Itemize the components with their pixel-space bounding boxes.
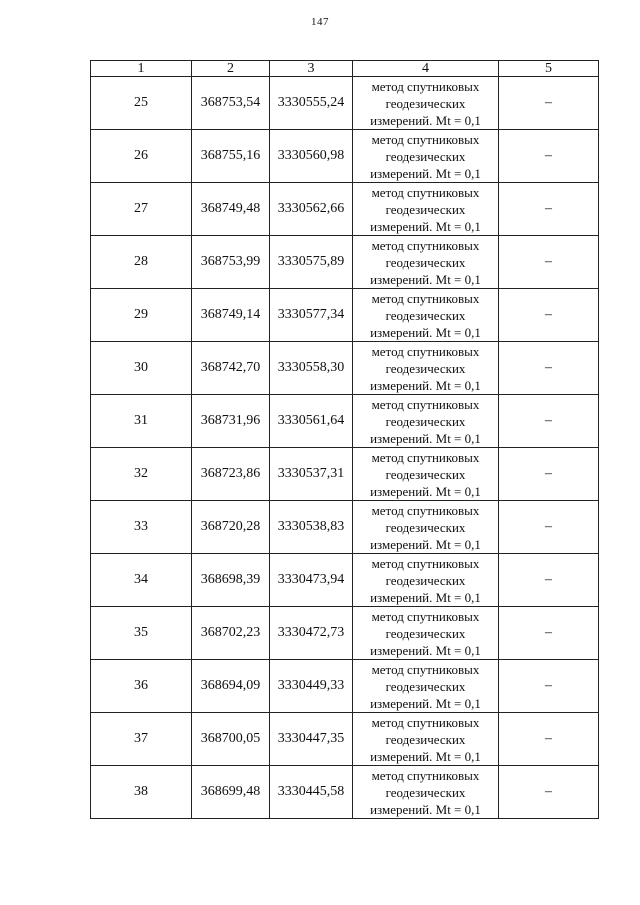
- method-line: измерений. Mt = 0,1: [370, 483, 481, 499]
- method-line: метод спутниковых: [371, 502, 480, 518]
- y-coordinate-cell: 3330538,83: [270, 501, 353, 554]
- table-row: [91, 183, 599, 236]
- table-row: [91, 289, 599, 342]
- x-coordinate-cell: 368699,48: [192, 766, 270, 819]
- header-col-4: 4: [353, 61, 499, 77]
- method-cell: [353, 607, 499, 660]
- method-line: измерений. Mt = 0,1: [370, 218, 481, 234]
- y-coordinate-cell: 3330473,94: [270, 554, 353, 607]
- method-line: геодезических: [385, 519, 466, 535]
- x-coordinate-cell: 368731,96: [192, 395, 270, 448]
- method-line: измерений. Mt = 0,1: [370, 271, 481, 287]
- method-line: метод спутниковых: [371, 343, 480, 359]
- note-cell: –: [499, 448, 599, 501]
- note-cell: –: [499, 501, 599, 554]
- x-coordinate-cell: 368698,39: [192, 554, 270, 607]
- method-cell: [353, 395, 499, 448]
- note-cell: –: [499, 395, 599, 448]
- note-cell: –: [499, 289, 599, 342]
- table-row: [91, 342, 599, 395]
- method-line: геодезических: [385, 466, 466, 482]
- y-coordinate-cell: 3330445,58: [270, 766, 353, 819]
- method-line: метод спутниковых: [371, 290, 480, 306]
- point-number-cell: 25: [91, 77, 192, 130]
- method-cell: [353, 713, 499, 766]
- y-coordinate-cell: 3330560,98: [270, 130, 353, 183]
- point-number-cell: 37: [91, 713, 192, 766]
- method-line: метод спутниковых: [371, 661, 480, 677]
- x-coordinate-cell: 368749,14: [192, 289, 270, 342]
- x-coordinate-cell: 368694,09: [192, 660, 270, 713]
- header-col-2: 2: [192, 61, 270, 77]
- method-line: геодезических: [385, 731, 466, 747]
- coordinates-table: [90, 60, 599, 819]
- point-number-cell: 34: [91, 554, 192, 607]
- method-line: метод спутниковых: [371, 237, 480, 253]
- point-number-cell: 32: [91, 448, 192, 501]
- y-coordinate-cell: 3330555,24: [270, 77, 353, 130]
- method-line: измерений. Mt = 0,1: [370, 324, 481, 340]
- table-header: [91, 61, 599, 77]
- note-cell: –: [499, 660, 599, 713]
- x-coordinate-cell: 368723,86: [192, 448, 270, 501]
- method-line: метод спутниковых: [371, 78, 480, 94]
- note-cell: –: [499, 342, 599, 395]
- method-line: геодезических: [385, 307, 466, 323]
- method-line: метод спутниковых: [371, 449, 480, 465]
- method-line: измерений. Mt = 0,1: [370, 695, 481, 711]
- method-line: измерений. Mt = 0,1: [370, 377, 481, 393]
- header-col-5: 5: [499, 61, 599, 77]
- note-cell: –: [499, 236, 599, 289]
- method-line: метод спутниковых: [371, 714, 480, 730]
- y-coordinate-cell: 3330575,89: [270, 236, 353, 289]
- method-line: геодезических: [385, 678, 466, 694]
- point-number-cell: 27: [91, 183, 192, 236]
- method-line: геодезических: [385, 572, 466, 588]
- method-line: геодезических: [385, 148, 466, 164]
- header-col-1: 1: [91, 61, 192, 77]
- note-cell: –: [499, 554, 599, 607]
- method-cell: [353, 766, 499, 819]
- method-line: геодезических: [385, 201, 466, 217]
- table-row: [91, 660, 599, 713]
- note-cell: –: [499, 183, 599, 236]
- point-number-cell: 35: [91, 607, 192, 660]
- x-coordinate-cell: 368755,16: [192, 130, 270, 183]
- method-line: геодезических: [385, 95, 466, 111]
- y-coordinate-cell: 3330562,66: [270, 183, 353, 236]
- method-cell: [353, 448, 499, 501]
- method-line: измерений. Mt = 0,1: [370, 112, 481, 128]
- method-line: метод спутниковых: [371, 608, 480, 624]
- method-cell: [353, 183, 499, 236]
- point-number-cell: 38: [91, 766, 192, 819]
- note-cell: –: [499, 766, 599, 819]
- table-row: [91, 395, 599, 448]
- method-cell: [353, 289, 499, 342]
- y-coordinate-cell: 3330577,34: [270, 289, 353, 342]
- table-row: [91, 501, 599, 554]
- point-number-cell: 26: [91, 130, 192, 183]
- method-cell: [353, 236, 499, 289]
- header-col-3: 3: [270, 61, 353, 77]
- point-number-cell: 29: [91, 289, 192, 342]
- x-coordinate-cell: 368753,99: [192, 236, 270, 289]
- x-coordinate-cell: 368720,28: [192, 501, 270, 554]
- y-coordinate-cell: 3330537,31: [270, 448, 353, 501]
- x-coordinate-cell: 368749,48: [192, 183, 270, 236]
- method-line: метод спутниковых: [371, 396, 480, 412]
- method-line: метод спутниковых: [371, 555, 480, 571]
- method-line: метод спутниковых: [371, 131, 480, 147]
- table-row: [91, 554, 599, 607]
- note-cell: –: [499, 130, 599, 183]
- method-cell: [353, 660, 499, 713]
- point-number-cell: 36: [91, 660, 192, 713]
- note-cell: –: [499, 607, 599, 660]
- method-line: геодезических: [385, 413, 466, 429]
- table-row: [91, 766, 599, 819]
- method-cell: [353, 130, 499, 183]
- table-row: [91, 77, 599, 130]
- method-cell: [353, 77, 499, 130]
- y-coordinate-cell: 3330447,35: [270, 713, 353, 766]
- table-row: [91, 130, 599, 183]
- table-row: [91, 607, 599, 660]
- header-row: [91, 61, 599, 77]
- y-coordinate-cell: 3330449,33: [270, 660, 353, 713]
- method-cell: [353, 501, 499, 554]
- method-line: геодезических: [385, 784, 466, 800]
- note-cell: –: [499, 713, 599, 766]
- method-line: измерений. Mt = 0,1: [370, 165, 481, 181]
- method-line: измерений. Mt = 0,1: [370, 642, 481, 658]
- point-number-cell: 33: [91, 501, 192, 554]
- y-coordinate-cell: 3330558,30: [270, 342, 353, 395]
- method-line: измерений. Mt = 0,1: [370, 536, 481, 552]
- table-row: [91, 448, 599, 501]
- method-line: метод спутниковых: [371, 184, 480, 200]
- y-coordinate-cell: 3330472,73: [270, 607, 353, 660]
- point-number-cell: 28: [91, 236, 192, 289]
- method-line: измерений. Mt = 0,1: [370, 589, 481, 605]
- page-number: 147: [311, 16, 329, 28]
- method-line: измерений. Mt = 0,1: [370, 748, 481, 764]
- table-body: [91, 77, 599, 819]
- point-number-cell: 31: [91, 395, 192, 448]
- method-cell: [353, 554, 499, 607]
- table-row: [91, 713, 599, 766]
- point-number-cell: 30: [91, 342, 192, 395]
- method-line: геодезических: [385, 625, 466, 641]
- method-cell: [353, 342, 499, 395]
- y-coordinate-cell: 3330561,64: [270, 395, 353, 448]
- method-line: метод спутниковых: [371, 767, 480, 783]
- x-coordinate-cell: 368742,70: [192, 342, 270, 395]
- note-cell: –: [499, 77, 599, 130]
- table-row: [91, 236, 599, 289]
- method-line: измерений. Mt = 0,1: [370, 801, 481, 817]
- x-coordinate-cell: 368700,05: [192, 713, 270, 766]
- method-line: геодезических: [385, 360, 466, 376]
- method-line: геодезических: [385, 254, 466, 270]
- method-line: измерений. Mt = 0,1: [370, 430, 481, 446]
- x-coordinate-cell: 368753,54: [192, 77, 270, 130]
- x-coordinate-cell: 368702,23: [192, 607, 270, 660]
